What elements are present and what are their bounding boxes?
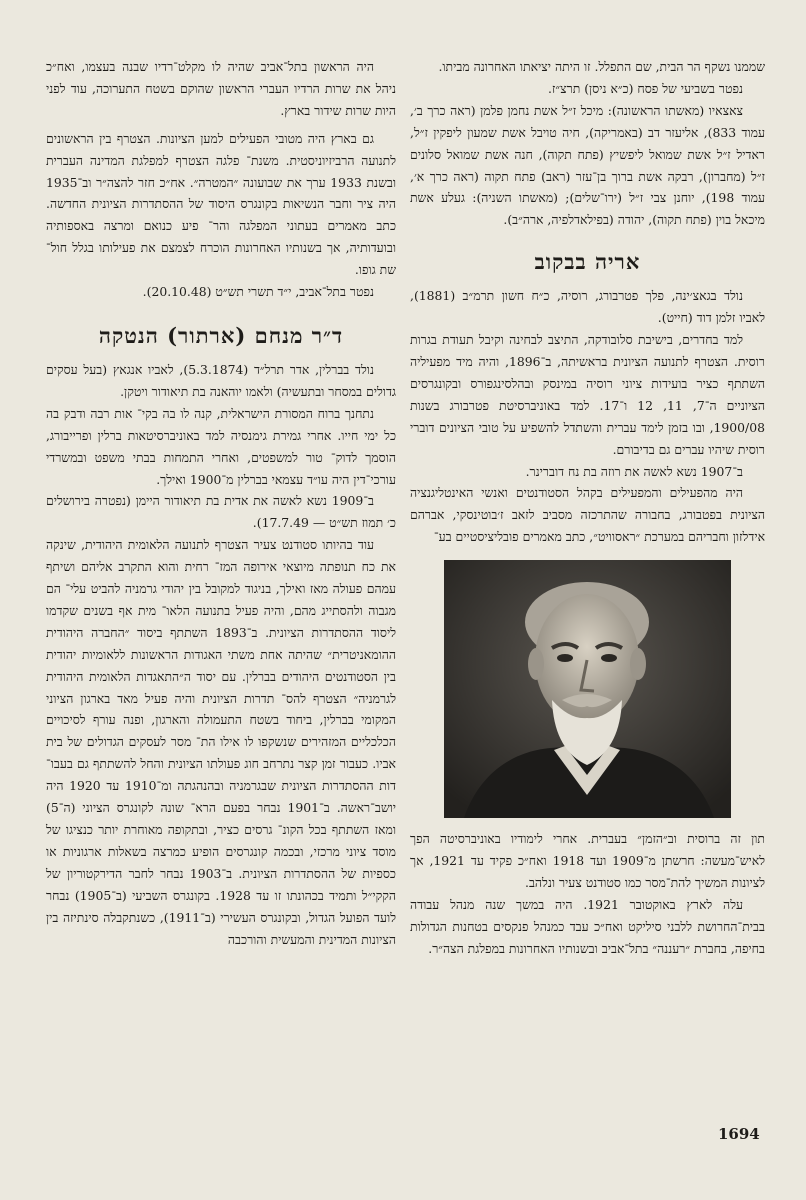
entry-paragraph: עוד בהיותו סטודנט צעיר הצטרף לתנועה הלאומית היהודית, שינקה את כח תנופתה מיוצאי אירופה המז־ רחית והוא התקרב אליהם ושיתף עמהם פעולה מאז ואילך, בניגוד למקובל בין יהודי גרמניה להביט עלי־ הם מגבוה ולהסתייג מהם, והיה פעיל בתנועה הלאו־ מית אף בשנים שקדמו ליסוד ההסתדרות הציונית. ב־1893 השתתף ביסוד ״החברה היהודית ההומאניטרית״ שהיתה אחת משתי האגודות הראשונות ללאומיות יהודית בין הסטודנטים היהודים בברלין. עם יסוד ה״התאגדות הלאומית היהודית לגרמניה״ הצטרף להס־ תדרות הציונית והיה פעיל מאד בארגון הציוני המקומי בברלין, ביחוד בשטח התעמולה והארגון, ופנה עורף לסיכויים הכלכליים המזהירים שנשקפו לו אילו הת־ מסר לעסקים הגדולים של בית אביו. כעבור זמן קצר נתרחב חוג פעולתו הציונית והחל להשתתף גם בעבו־ דות ההסתדרות הציונית שבגרמניה ובהנהגתה ומ־1910 עד 1920 היה יושב־ראשה. ב־1901 נבחר בפעם הרא־ שונה לקונגרס הציוני (ה־5) ומאז השתתף בכל הקונ־ גרסים כציר, ובתקופה מאוחרת יותר כנציגו של מוסד ציוני מרכזי, ובכמה קונגרסים הופיע כמרצה בשאלות ארגוניות או כספיות של ההסתדרות הציונית. ב־1903 נבחר לחבר הדירקטוריון של הקקי״ל ותמיד בכהונתו זו עד 1928. בקונגרס השביעי (ב־1905) נבחר לועד הפועל הגדול, ובקונגרס העשירי (ב־1911), כשנתקבלה סינתיזה בין הציונות המדינית והמעשית והורכבה <box>46 537 397 947</box>
entry-title-arye-bavkov: אריה בבקוב <box>534 249 641 275</box>
entry-paragraph: עלה לארץ באוקטובר 1921. היה במשך שנה מנהל עבודה בבית־החרושת ללבני סיליקט ואח״כ עבד כמנהל פנקסים בטחנות הגדולות בחיפה, בחברת ״רעננה״ בתל־אביב ובשנותיו האחרונות במפלגת הצה״ר. <box>410 896 765 956</box>
portrait-photo <box>444 560 731 818</box>
entry-paragraph: נתחנך ברוח המסורת הישראלית, קנה לו בה בקי־ אות רבה ודבק בה כל ימי חייו. אחרי גמירת גימנסיה למד באוניברסיטאות ברלין ופרייבורג, הוסמך לדוק־ טור למשפטים, ואחרי התמחות בבתי משפט ובמשרדי עורכי־דין היה עו״ד עצמאי בברלין מ־1900 ואילך. <box>46 405 396 487</box>
entry-paragraph: ב־1909 נשא לאשה את אדית בת תיאודור היימן (נפטרה בירושלים כ׳ תמוז תש״ט — 17.7.49). <box>46 493 396 531</box>
entry-paragraph: למד בחדרים, בישיבת סלובודקה, התיצב לבחינה וקיבל תעודת בגרות רוסית. הצטרף לתנועה הציונית בראשיתה, ב־1896, והיה מיד מפעיליה השתתף כציר בועידות ציוני רוסיה במינסק ובהלסינגפורס ובקונגרסים הציוניים ה־7, 11, 12 ו־17. למד באוניברסיטת פטרבורג בשנות 1900/08, ובו בזמן לימד עברית והשתדל להשפיע על טובי הציונים דוברי רוסית שיהיו עברים גם בדיבורם. <box>410 332 765 457</box>
right-column <box>410 56 765 960</box>
entry-paragraph: היה מהפעילים והמפעילים בקהל הסטודנטים ואנשי האינטליגנציה הציונית בפטבורג, בחבורה שהתרכזה מסביב לזאב ז׳בוטינסקי, אברהם אידלזון וחבריהם במערכת ״ראסוויט״, כתב מאמרים פובליציסטיים בע־ <box>410 485 765 545</box>
entry-paragraph: ב־1907 נשא לאשה את רוזה בת נח דוברינר. <box>525 463 743 479</box>
left-column <box>46 56 396 950</box>
continuation-paragraph: היה הראשון בתל־אביב שהיה לו מקלט־רדיו שבנה בעצמו, ואח״כ ניהל את שרות הרדיו העברי הראשון שהוקם בשטח התערוכה, עוד לפני היות שרות שידור בארץ. <box>46 59 396 118</box>
continuation-paragraph: שממנו נשקף הר הבית, שם התפלל. זו היתה יציאתו האחרונה מביתו. <box>438 59 765 74</box>
death-date-paragraph: נפטר בתל־אביב, י״ד תשרי תש״ט (20.10.48). <box>142 284 374 300</box>
entry-paragraph: נולד בברלין, אדר תרל״ד (5.3.1874), לאביו אנגאץ (בעל עסקים גדולים במסחר ובתעשיה) ולאמו יוהאנה בת תיאודור ויטקן. <box>46 361 396 399</box>
entry-paragraph: נולד בגאצ׳ינה, פלך פטרבורג, רוסיה, כ״ח חשון תרמ״ב (1881), לאביו זלמן דוד (חייט). <box>410 288 765 326</box>
death-date-paragraph: נפטר בשביעי של פסח (כ״א ניסן) תרצ״ז. <box>548 80 743 96</box>
entry-title-menachem-hantke: ד״ר מנחם (ארתור) הנטקה <box>98 322 344 348</box>
descendants-paragraph: צאצאיו (מאשתו הראשונה): מיכל ז״ל אשת נחמן פלמן (ראה כרך ב׳, עמוד 833), אליעזר דב (באמריקה), חיה טויבל אשת שמעון ליפקין ז״ל, ראדיל ז״ל אשת שמואל ליפשיץ (פתח תקוה), חנה אשת שמואל סלונים ז״ל (מחברון), רבקה אשת ברוך בן־עזר (ראב) פתח תקוה (ראה כרך א׳, עמוד 198), יוחנן צבי ז״ל (ירו־שלים); (מאשתו השניה): געלע אשת מיכאל בוין (פתח תקוה), יהודה (בפילאדלפיה, ארה״ב). <box>410 102 765 228</box>
portrait-photo-icon <box>444 560 731 818</box>
entry-paragraph: תון זה ברוסית וב״הזמן״ בעברית. אחרי לימודיו באוניברסיטה הפך לאיש־מעשה: חרשתן מ־1909 ועד 1918 ואח״כ פקיד עד 1921, אך לציונות המשיך להת־מסר כמו סטודנט צעיר ונלהב. <box>410 831 765 890</box>
page-number: 1694 <box>718 1125 760 1143</box>
entry-paragraph: גם בארץ היה מטובי הפעילים למען הציונות. הצטרף בין הראשונים לתנועה הרביזיוניסטית. משנת־ פלגה הצטרף למפלגת המדינה העברית ובשנת 1933 ערך את שבועונה ״המטרה״. אח״כ חזר להצה״ר וב־1935 היה ציר וחבר הנשיאות בקונגרס היסוד של ההסתדרות הציונית החדשה. כתב מאמרים בעתוני המפלגה והר־ פיע כנואם ומרצה באספותיה ובועדותיה, אך בשנותיו האחרונות הוכרח לצמצם את פעילותו בגלל חול־ שת גופו. <box>46 130 396 278</box>
